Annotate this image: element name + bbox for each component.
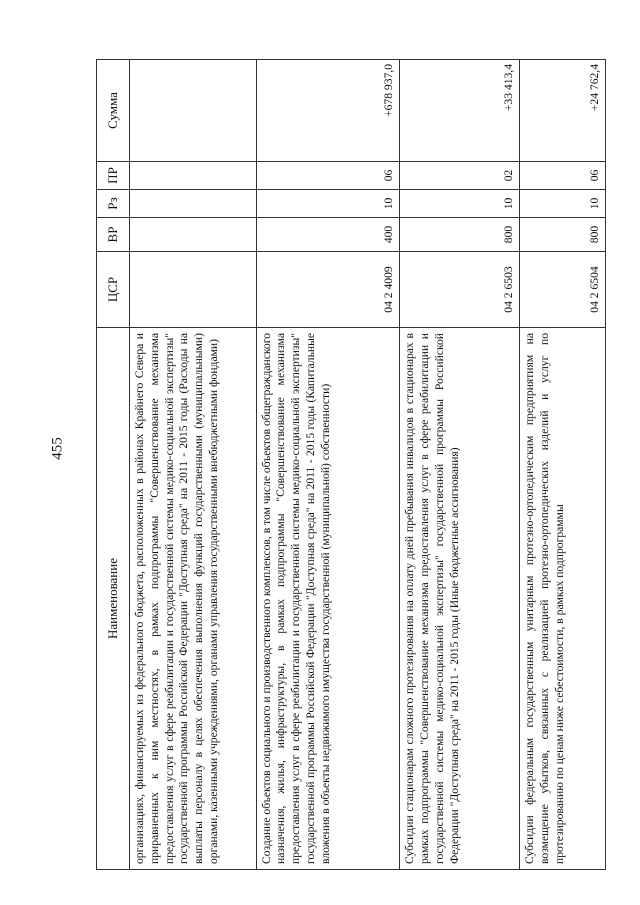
row-csr-cell: 04 2 6503	[400, 252, 520, 328]
row-name-cell: Создание объектов социального и производственного комплексов, в том числе объектов общегражданского назначения, жилья, инфраструктуры, в рамках подпрограммы "Совершенствование механизма предоставления услуг в сфере реабилитации и государственной системы медико-социальной экспертизы" государственной программы Российской Федерации "Доступная среда" на 2011 - 2015 годы (Капитальные вложения в объекты недвижимого имущества государственной (муниципальной) собственности)	[256, 328, 400, 870]
column-header-vr: ВР	[97, 218, 130, 252]
row-pr-cell: 06	[520, 162, 606, 190]
row-rz-cell	[130, 190, 257, 218]
row-vr-cell: 400	[256, 218, 400, 252]
row-name-cell: Субсидии стационарам сложного протезирования на оплату дней пребывания инвалидов в стационарах в рамках подпрограммы "Совершенствование механизма предоставления услуг в сфере реабилитации и государственной системы медико-социальной экспертизы" государственной программы Российской Федерации "Доступная среда" на 2011 - 2015 годы (Иные бюджетные ассигнования)	[400, 328, 520, 870]
row-rz-cell: 10	[520, 190, 606, 218]
row-csr-cell: 04 2 4009	[256, 252, 400, 328]
table-row	[256, 60, 400, 870]
column-header-pr: ПР	[97, 162, 130, 190]
row-csr-cell	[130, 252, 257, 328]
row-sum-cell	[130, 60, 257, 162]
row-name-cell: Субсидии федеральным государственным унитарным протезно-ортопедическим предприятиям на возмещение убытков, связанных с реализацией протезно-ортопедических изделий и услуг по протезированию по ценам ниже себестоимости, в рамках подпрограммы	[520, 328, 606, 870]
row-vr-cell: 800	[400, 218, 520, 252]
row-vr-cell: 800	[520, 218, 606, 252]
row-sum-cell: +33 413,4	[400, 60, 520, 162]
budget-table	[96, 59, 606, 870]
page-number: 455	[49, 437, 66, 460]
row-rz-cell: 10	[256, 190, 400, 218]
row-sum-cell: +24 762,4	[520, 60, 606, 162]
column-header-name: Наименование	[97, 328, 130, 870]
table-row	[130, 60, 257, 870]
table-row	[400, 60, 520, 870]
row-pr-cell	[130, 162, 257, 190]
column-header-sum: Сумма	[97, 60, 130, 162]
row-vr-cell	[130, 218, 257, 252]
table-row	[520, 60, 606, 870]
row-name-cell: организациях, финансируемых из федерального бюджета, расположенных в районах Крайнего Севера и приравненных к ним местностях, в рамках подпрограммы "Совершенствование механизма предоставления услуг в сфере реабилитации и государственной системы медико-социальной экспертизы" государственной программы Российской Федерации "Доступная среда" на 2011 - 2015 годы (Расходы на выплаты персоналу в целях обеспечения выполнения функций государственными (муниципальными) органами, казенными учреждениями, органами управления государственными внебюджетными фондами)	[130, 328, 257, 870]
row-pr-cell: 06	[256, 162, 400, 190]
budget-table-wrapper	[96, 60, 606, 870]
column-header-rz: Рз	[97, 190, 130, 218]
row-pr-cell: 02	[400, 162, 520, 190]
column-header-csr: ЦСР	[97, 252, 130, 328]
table-header-row	[97, 60, 130, 870]
row-csr-cell: 04 2 6504	[520, 252, 606, 328]
row-rz-cell: 10	[400, 190, 520, 218]
row-sum-cell: +678 937,0	[256, 60, 400, 162]
